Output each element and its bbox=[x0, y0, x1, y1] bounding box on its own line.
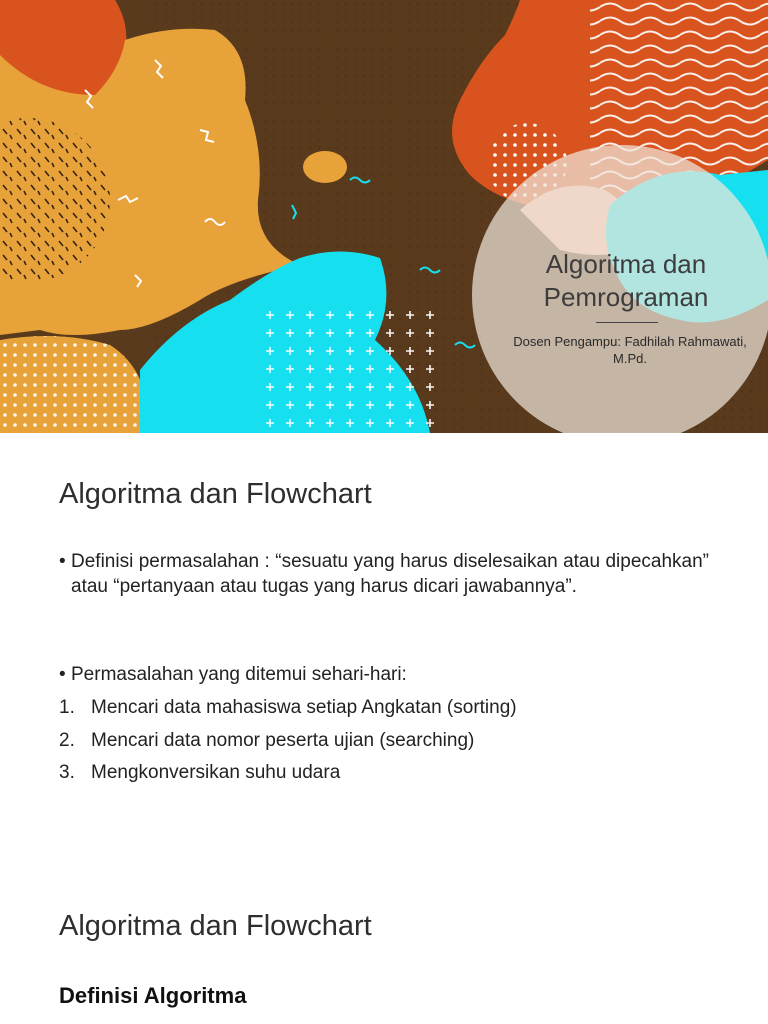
list-item-text: Mengkonversikan suhu udara bbox=[91, 762, 341, 783]
bullet-item bbox=[59, 549, 709, 599]
list-item-text: Mencari data nomor peserta ujian (searching) bbox=[91, 730, 475, 751]
list-number: 1. bbox=[59, 697, 75, 718]
section-subheading: Definisi Algoritma bbox=[59, 983, 247, 1008]
bullet-glyph: • bbox=[59, 551, 66, 572]
presentation-subtitle bbox=[490, 333, 768, 367]
list-number: 2. bbox=[59, 730, 75, 751]
subtitle-line-2: M.Pd. bbox=[613, 351, 647, 366]
bullet-text: Definisi permasalahan : “sesuatu yang harus diselesaikan atau dipecahkan” atau “pertanyaan atau tugas yang harus dicari jawabannya”. bbox=[71, 551, 709, 597]
title-line-2: Pemrograman bbox=[543, 282, 709, 312]
bullet-item bbox=[59, 662, 709, 687]
title-line-1: Algoritma dan bbox=[545, 249, 707, 279]
list-item-text: Mencari data mahasiswa setiap Angkatan (sorting) bbox=[91, 697, 517, 718]
title-divider bbox=[596, 322, 658, 323]
subtitle-line-1: Dosen Pengampu: Fadhilah Rahmawati, bbox=[513, 334, 747, 349]
list-number: 3. bbox=[59, 762, 75, 783]
slide-heading: Algoritma dan Flowchart bbox=[59, 478, 372, 510]
bullet-text: Permasalahan yang ditemui sehari-hari: bbox=[71, 664, 407, 685]
title-slide bbox=[0, 0, 768, 433]
numbered-list-item bbox=[59, 695, 517, 720]
bullet-glyph: • bbox=[59, 664, 66, 685]
numbered-list-item bbox=[59, 728, 474, 753]
numbered-list-item bbox=[59, 760, 340, 785]
slide-heading: Algoritma dan Flowchart bbox=[59, 910, 372, 942]
presentation-title bbox=[480, 248, 768, 314]
